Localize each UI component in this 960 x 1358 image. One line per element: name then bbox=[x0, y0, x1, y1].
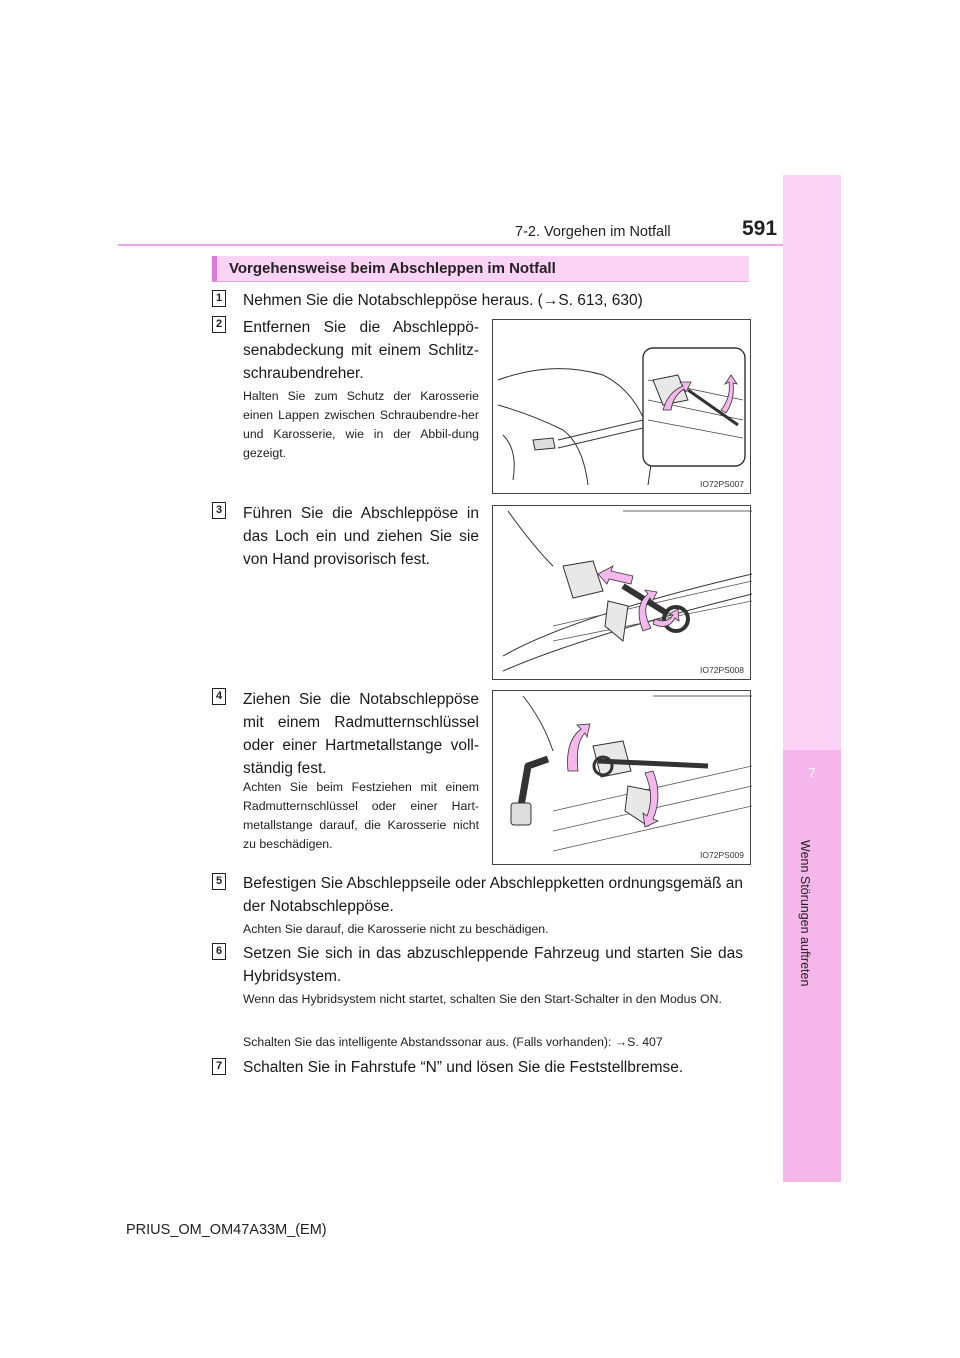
illustration-cover-removal bbox=[493, 320, 752, 495]
figure-tighten-eye bbox=[492, 690, 751, 865]
illustration-insert-towing-eye bbox=[493, 506, 752, 681]
step-1-text: Nehmen Sie die Notabschleppöse heraus. (→S. 613, 630) bbox=[243, 292, 643, 309]
page-number: 591 bbox=[742, 217, 778, 240]
step-number-1: 1 bbox=[212, 290, 226, 307]
step-number-6: 6 bbox=[212, 943, 226, 960]
step-5-note: Achten Sie darauf, die Karosserie nicht zu beschädigen. bbox=[243, 922, 549, 936]
chapter-number: 7 bbox=[808, 765, 816, 780]
step-number-7: 7 bbox=[212, 1058, 226, 1075]
step-2-note: Halten Sie zum Schutz der Karosserie einen Lappen zwischen Schraubendre-her und Karosserie, wie in der Abbil-dung gezeigt. bbox=[243, 389, 479, 460]
step-6-note-2: Schalten Sie das intelligente Abstandssonar aus. (Falls vorhanden): →S. 407 bbox=[243, 1035, 663, 1049]
section-title: Vorgehensweise beim Abschleppen im Notfall bbox=[229, 260, 556, 277]
illustration-tighten-with-wrench bbox=[493, 691, 752, 866]
figure-code: IO72PS007 bbox=[700, 479, 744, 489]
figure-code: IO72PS009 bbox=[700, 850, 744, 860]
step-2-text: Entfernen Sie die Abschleppö-senabdeckung mit einem Schlitz-schraubendreher. bbox=[243, 319, 479, 382]
step-7-text: Schalten Sie in Fahrstufe “N” und lösen Sie die Feststellbremse. bbox=[243, 1059, 684, 1076]
step-6-text: Setzen Sie sich in das abzuschleppende Fahrzeug und starten Sie das Hybridsystem. bbox=[243, 945, 743, 985]
step-number-4: 4 bbox=[212, 688, 226, 705]
figure-insert-eye bbox=[492, 505, 751, 680]
chapter-side-tab-active bbox=[783, 750, 841, 1182]
step-5-text: Befestigen Sie Abschleppseile oder Abschleppketten ordnungsgemäß an der Notabschleppöse. bbox=[243, 875, 743, 915]
running-header-section: 7-2. Vorgehen im Notfall bbox=[515, 224, 671, 240]
section-banner bbox=[212, 256, 749, 282]
step-number-2: 2 bbox=[212, 316, 226, 333]
step-number-3: 3 bbox=[212, 502, 226, 519]
step-4-text: Ziehen Sie die Notabschleppöse mit einem Radmutternschlüssel oder einer Hartmetallstange voll-ständig fest. bbox=[243, 691, 479, 777]
step-number-5: 5 bbox=[212, 873, 226, 890]
step-3-text: Führen Sie die Abschleppöse in das Loch ein und ziehen Sie sie von Hand provisorisch fest. bbox=[243, 505, 479, 568]
step-4-note: Achten Sie beim Festziehen mit einem Radmutternschlüssel oder einer Hart-metallstange darauf, die Karosserie nicht zu beschädigen. bbox=[243, 780, 479, 851]
figure-code: IO72PS008 bbox=[700, 665, 744, 675]
footer-document-code: PRIUS_OM_OM47A33M_(EM) bbox=[126, 1222, 327, 1238]
chapter-title: Wenn Störungen auftreten bbox=[798, 840, 812, 987]
header-rule bbox=[118, 244, 783, 246]
figure-remove-cover bbox=[492, 319, 751, 494]
step-6-note: Wenn das Hybridsystem nicht startet, schalten Sie den Start-Schalter in den Modus ON. bbox=[243, 992, 722, 1006]
